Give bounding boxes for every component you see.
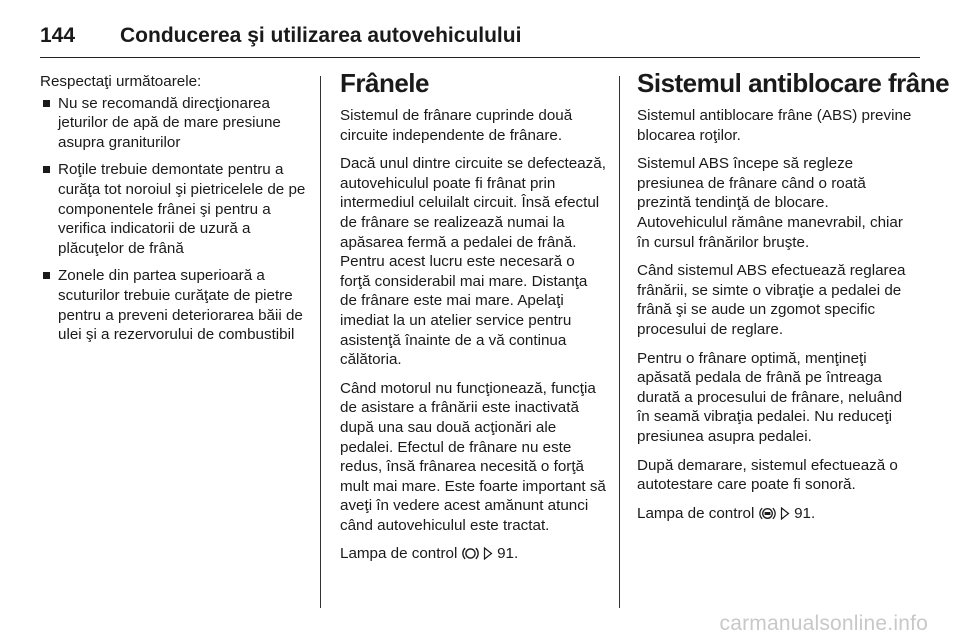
lamp-reference: Lampa de control 91. (340, 545, 519, 563)
paragraph: Când motorul nu funcţionează, funcţia de asistare a frânării este inactivată după una sau două acţionări ale pedalei. Efectul de frânare nu este redus, însă frânarea necesită o forţă mult mai mare. Este foarte important să aveţi în vedere acest amănunt atunci când autovehiculul este tractat. (340, 379, 606, 534)
page-reference-arrow-icon (780, 507, 790, 520)
bullet-icon (43, 100, 50, 107)
paragraph: Sistemul antiblocare frâne (ABS) previne blocarea roţilor. (637, 107, 912, 144)
brake-warning-lamp-icon (462, 546, 479, 561)
paragraph: Când sistemul ABS efectuează reglarea frânării, se simte o vibraţie a pedalei de frână şi se aude un zgomot specific procesului de reglare. (637, 262, 906, 338)
chapter-title: Conducerea şi utilizarea autovehiculului (120, 23, 522, 47)
abs-warning-lamp-icon (759, 506, 776, 521)
page-number: 144 (40, 23, 76, 47)
cleaning-list (40, 94, 312, 345)
intro-text: Respectaţi următoarele: (40, 73, 202, 90)
section-heading-brakes: Frânele (340, 68, 429, 98)
column-brakes (340, 68, 608, 573)
paragraph: Dacă unul dintre circuite se defectează, autovehiculul poate fi frânat prin intermediul celuilalt circuit. Însă efectul de frânare se realizează numai la apăsarea fermă a pedalei de frână. Pentru acest lucru este necesară o forţă considerabil mai mare. Distanţa de frânare este mai mare. Apelaţi imediat la un atelier service pentru asistenţă înainte de a vă continua călătoria. (340, 155, 606, 369)
section-heading-abs: Sistemul antiblocare frâne (637, 68, 950, 98)
bullet-icon (43, 166, 50, 173)
column-divider (619, 76, 620, 608)
column-cleaning (40, 72, 312, 353)
paragraph: După demarare, sistemul efectuează o autotestare care poate fi sonoră. (637, 456, 898, 494)
watermark: carmanualsonline.info (719, 612, 928, 635)
paragraph: Sistemul de frânare cuprinde două circuite independente de frânare. (340, 107, 573, 144)
lamp-reference: Lampa de control 91. (637, 504, 816, 522)
list-item: Zonele din partea superioară a scuturilor trebuie curăţate de pietre pentru a preveni deteriorarea băii de ulei şi a rezervorului de combustibil (40, 266, 312, 344)
list-item: Roţile trebuie demontate pentru a curăţa tot noroiul şi pietricelele de pe componentele frânei şi pentru a verifica indicatorii de uzură a plăcuţelor de frână (40, 160, 312, 258)
column-abs (637, 68, 950, 532)
bullet-icon (43, 272, 50, 279)
paragraph: Pentru o frânare optimă, menţineţi apăsată pedala de frână pe întreaga durată a procesului de frânare, neluând în seamă vibraţia pedalei. Nu reduceţi presiunea asupra pedalei. (637, 349, 903, 445)
page-reference-arrow-icon (483, 547, 493, 560)
page-header (40, 14, 920, 58)
paragraph: Sistemul ABS începe să regleze presiunea de frânare când o roată prezintă tendinţă de blocare. Autovehiculul rămâne manevrabil, chiar în cursul frânărilor bruşte. (637, 155, 903, 251)
column-divider (320, 76, 321, 608)
list-item: Nu se recomandă direcţionarea jeturilor de apă de mare presiune asupra graniturilor (40, 94, 312, 153)
